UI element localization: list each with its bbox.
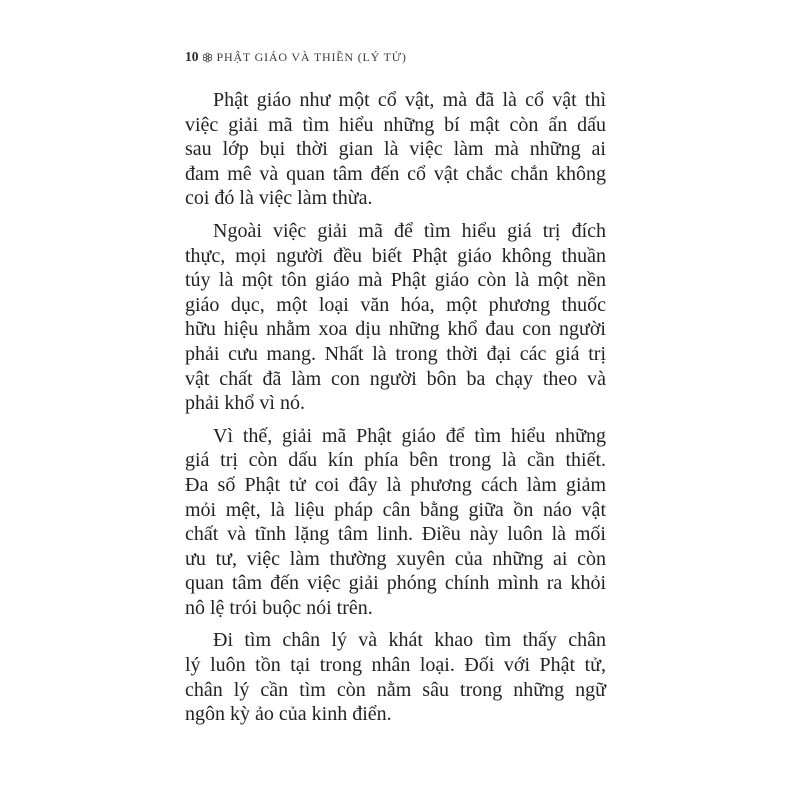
paragraph	[185, 628, 606, 726]
text-line: mỏi mệt, là liệu pháp cân bằng giữa ồn náo vật	[185, 498, 606, 521]
text-line: nô lệ trói buộc nói trên.	[185, 596, 373, 619]
text-line: túy là một tôn giáo mà Phật giáo còn là một nền	[185, 269, 606, 292]
paragraph	[185, 219, 606, 416]
text-line: thực, mọi người đều biết Phật giáo không thuần	[185, 244, 606, 267]
text-line: vật chất đã làm con người bôn ba chạy theo và	[185, 367, 606, 390]
flower-ornament-icon	[202, 52, 213, 63]
text-line: việc giải mã tìm hiểu những bí mật còn ẩn dấu	[185, 113, 606, 136]
text-line: ngôn kỳ ảo của kinh điển.	[185, 703, 392, 726]
page-header	[185, 49, 407, 65]
paragraph	[185, 424, 606, 621]
text-line: phải cưu mang. Nhất là trong thời đại các giá trị	[185, 342, 606, 365]
text-line: Vì thế, giải mã Phật giáo để tìm hiểu những	[213, 424, 606, 447]
text-line: chân lý cần tìm còn nằm sâu trong những ngữ	[185, 678, 606, 701]
text-line: phải khổ vì nó.	[185, 392, 305, 415]
text-line: ưu tư, việc làm thường xuyên của những ai còn	[185, 547, 606, 570]
text-line: chất và tĩnh lặng tâm linh. Điều này luôn là mối	[185, 523, 606, 546]
running-title: PHẬT GIÁO VÀ THIỀN (LÝ TỬ)	[216, 50, 407, 64]
text-line: đam mê và quan tâm đến cổ vật chắc chắn không	[185, 162, 606, 185]
text-line: coi đó là việc làm thừa.	[185, 187, 373, 210]
paragraph	[185, 88, 606, 211]
text-line: sau lớp bụi thời gian là việc làm mà những ai	[185, 138, 606, 161]
text-line: Đa số Phật tử coi đây là phương cách làm giảm	[185, 473, 606, 496]
text-line: lý luôn tồn tại trong nhân loại. Đối với Phật tử,	[185, 654, 606, 677]
text-line: Phật giáo như một cổ vật, mà đã là cổ vật thì	[213, 89, 606, 111]
text-line: hữu hiệu nhằm xoa dịu những khổ đau con người	[185, 318, 606, 341]
body-text	[185, 88, 606, 727]
text-line: giá trị còn dấu kín phía bên trong là cần thiết.	[185, 449, 606, 472]
text-line: Đi tìm chân lý và khát khao tìm thấy chân	[213, 629, 606, 652]
text-line: giáo dục, một loại văn hóa, một phương thuốc	[185, 293, 606, 316]
text-line: quan tâm đến việc giải phóng chính mình ra khỏi	[185, 572, 606, 595]
page-number: 10	[185, 49, 199, 64]
text-line: Ngoài việc giải mã để tìm hiểu giá trị đích	[213, 219, 606, 242]
